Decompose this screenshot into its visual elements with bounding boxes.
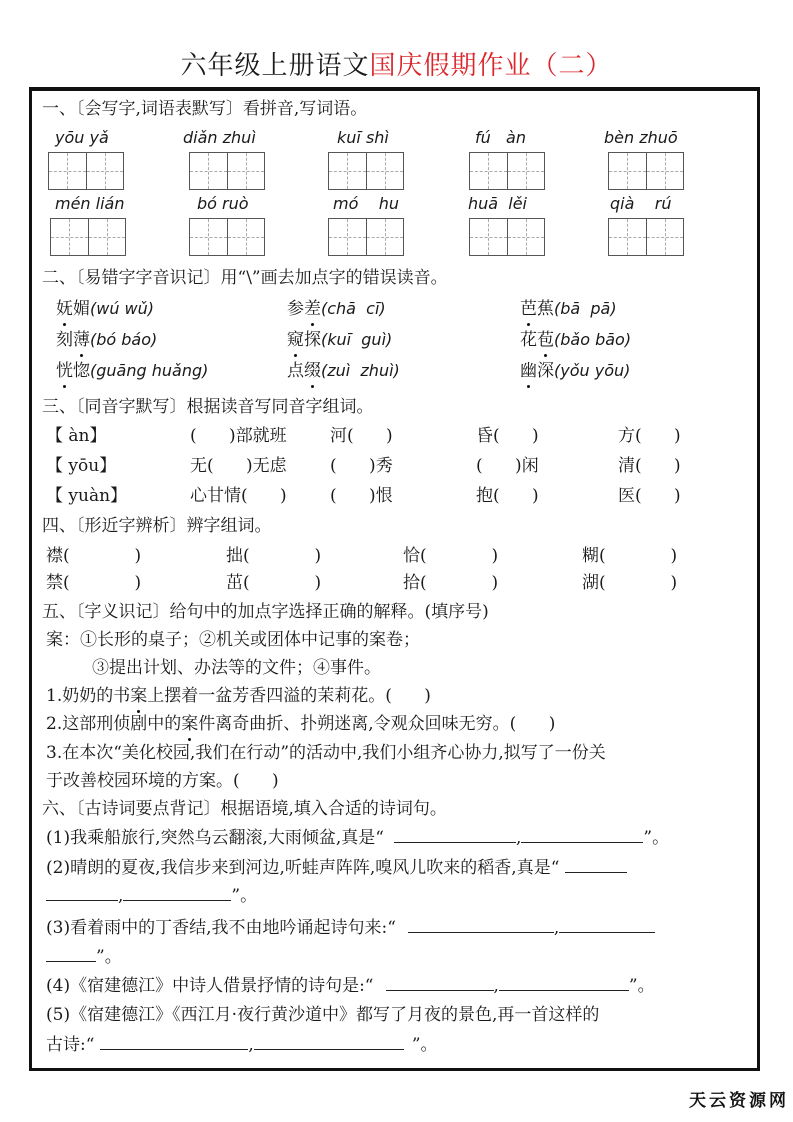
word-char: 妩 <box>56 299 73 319</box>
writing-grid[interactable] <box>189 152 265 190</box>
section-3-heading: 三、〔同音字默写〕根据读音写同音字组词。 <box>42 397 374 417</box>
answer-blank[interactable] <box>100 1033 248 1050</box>
pronunciation-item[interactable] <box>520 359 630 383</box>
word-char: 点 <box>287 361 304 381</box>
answer-blank[interactable] <box>46 884 118 901</box>
pinyin-bracket-label: 【 yuàn】 <box>46 486 128 506</box>
pinyin-options[interactable]: (wú wǔ) <box>90 299 155 318</box>
pronunciation-item[interactable] <box>287 297 386 321</box>
q-text: (3)看着雨中的丁香结,我不由地吟诵起诗句来:“ <box>46 918 396 938</box>
writing-grid[interactable] <box>50 218 126 256</box>
question-2[interactable] <box>46 712 555 736</box>
pinyin-options[interactable]: (bó báo) <box>90 330 158 349</box>
pinyin-label: mó hu <box>333 194 399 213</box>
word-blank[interactable]: 襟( ) <box>46 546 142 566</box>
q-text: 2.这部刑侦剧中的 <box>46 714 182 734</box>
word-char: 深 <box>537 361 554 381</box>
word-char: 刻 <box>56 330 73 350</box>
close-quote: ”。 <box>643 828 670 848</box>
close-quote: ”。 <box>411 1035 438 1055</box>
homophone-blank[interactable]: 河( ) <box>330 426 393 446</box>
section-6-heading: 六、〔古诗词要点背记〕根据语境,填入合适的诗词句。 <box>42 799 447 819</box>
answer-blank[interactable] <box>46 945 96 962</box>
comma: , <box>515 828 522 848</box>
homophone-blank[interactable]: 医( ) <box>618 486 681 506</box>
answer-blank[interactable] <box>559 916 655 933</box>
pinyin-options[interactable]: (guāng huǎng) <box>90 361 209 380</box>
q-text: 于改善校园环境的方 <box>46 771 199 791</box>
poem-question-4[interactable] <box>46 974 655 998</box>
word-char: 缀 <box>304 361 321 381</box>
writing-grid[interactable] <box>328 218 404 256</box>
pinyin-label: bèn zhuō <box>604 128 678 147</box>
answer-blank[interactable] <box>254 1033 404 1050</box>
poem-question-3-line-1[interactable] <box>46 916 655 940</box>
homophone-blank[interactable]: ( )恨 <box>330 486 393 506</box>
pinyin-options[interactable]: (chā cī) <box>321 299 386 318</box>
word-char: 蕉 <box>537 299 554 319</box>
comma: , <box>118 886 124 906</box>
word-char: 苞 <box>537 330 554 350</box>
pronunciation-item[interactable] <box>287 328 392 352</box>
q-text: (1)我乘船旅行,突然乌云翻滚,大雨倾盆,真是“ <box>46 828 384 848</box>
word-char: 差 <box>304 299 321 319</box>
watermark-logo: 天云资源网 <box>689 1091 789 1111</box>
pinyin-bracket-label: 【 yōu】 <box>46 456 117 476</box>
word-char: 探 <box>304 330 321 350</box>
word-char: 媚 <box>73 299 90 319</box>
homophone-blank[interactable]: 抱( ) <box>476 486 539 506</box>
question-1[interactable] <box>46 684 431 708</box>
q-text: 件离奇曲折、扑朔迷离,令观众回味无穷。( ) <box>198 714 556 734</box>
word-char: 窥 <box>287 330 304 350</box>
pronunciation-item[interactable] <box>520 297 617 321</box>
pinyin-label: kuī shì <box>337 128 389 147</box>
pinyin-label: huā lěi <box>468 194 527 213</box>
q-text: 1.奶奶的书 <box>46 686 131 706</box>
definition-line-2: ③提出计划、办法等的文件；④事件。 <box>92 658 381 678</box>
question-3-line-1: 3.在本次“美化校园,我们在行动”的活动中,我们小组齐心协力,拟写了一份关 <box>46 743 606 763</box>
word-blank[interactable]: 湖( ) <box>582 573 678 593</box>
answer-blank[interactable] <box>394 826 516 843</box>
word-char: 恍 <box>56 361 73 381</box>
writing-grid[interactable] <box>189 218 265 256</box>
writing-grid[interactable] <box>469 152 545 190</box>
pinyin-label: qià rú <box>610 194 672 213</box>
pinyin-label: diǎn zhuì <box>183 128 256 147</box>
writing-grid[interactable] <box>48 152 124 190</box>
homophone-blank[interactable]: ( )秀 <box>330 456 393 476</box>
pinyin-options[interactable]: (yǒu yōu) <box>554 361 631 380</box>
word-blank[interactable]: 拾( ) <box>403 573 499 593</box>
word-blank[interactable]: 茁( ) <box>226 573 322 593</box>
poem-question-2-line-2[interactable] <box>46 884 257 908</box>
pinyin-label: fú àn <box>475 128 526 147</box>
q-char: 案 <box>199 771 216 791</box>
section-2-heading: 二、〔易错字字音识记〕用“\”画去加点字的错误读音。 <box>42 268 448 288</box>
pinyin-options[interactable]: (bā pā) <box>554 299 617 318</box>
section-4-heading: 四、〔形近字辨析〕辨字组词。 <box>42 516 272 536</box>
dotted-char: 案 <box>181 714 199 734</box>
pronunciation-item[interactable] <box>287 359 400 383</box>
question-3-line-2[interactable] <box>46 769 279 793</box>
q-text: (2)晴朗的夏夜,我信步来到河边,听蛙声阵阵,嗅风儿吹来的稻香,真是“ <box>46 858 560 878</box>
answer-blank[interactable] <box>408 916 554 933</box>
word-char: 惚 <box>73 361 90 381</box>
word-char: 花 <box>520 330 537 350</box>
pinyin-options[interactable]: (zuì zhuì) <box>321 361 400 380</box>
section-1-heading: 一、〔会写字,词语表默写〕看拼音,写词语。 <box>42 99 368 119</box>
pinyin-label: yōu yǎ <box>55 128 109 147</box>
word-blank[interactable]: 恰( ) <box>403 546 499 566</box>
word-char: 芭 <box>520 299 537 319</box>
pinyin-label: mén lián <box>55 194 125 213</box>
answer-blank[interactable] <box>499 974 629 991</box>
pinyin-bracket-label: 【 àn】 <box>46 426 107 446</box>
poem-question-1[interactable] <box>46 826 669 850</box>
writing-grid[interactable] <box>608 152 684 190</box>
word-blank[interactable]: 拙( ) <box>226 546 322 566</box>
comma: , <box>553 918 560 938</box>
answer-blank[interactable] <box>565 856 627 873</box>
close-quote: ”。 <box>628 976 655 996</box>
pronunciation-item[interactable] <box>56 328 157 352</box>
poem-question-2-line-1[interactable] <box>46 856 627 880</box>
definition-line-1: 案：①长形的桌子；②机关或团体中记事的案卷； <box>46 630 420 650</box>
homophone-blank[interactable]: 心甘情( ) <box>190 486 287 506</box>
title-red: 国庆假期作业（二） <box>369 51 613 81</box>
q-text: 古诗:“ <box>46 1035 95 1055</box>
page-title <box>0 48 793 84</box>
comma: , <box>248 1035 254 1055</box>
answer-blank[interactable] <box>386 974 494 991</box>
answer-blank[interactable] <box>123 884 231 901</box>
pinyin-options[interactable]: (kuī guì) <box>321 330 393 349</box>
pronunciation-item[interactable] <box>520 328 631 352</box>
close-quote: ”。 <box>96 947 122 967</box>
word-char: 参 <box>287 299 304 319</box>
word-blank[interactable]: 糊( ) <box>582 546 678 566</box>
title-black: 六年级上册语文 <box>180 51 370 81</box>
homophone-blank[interactable]: 清( ) <box>618 456 681 476</box>
close-quote: ”。 <box>231 886 258 906</box>
comma: , <box>493 976 499 996</box>
poem-question-5-line-1: (5)《宿建德江》《西江月·夜行黄沙道中》都写了月夜的景色,再一首这样的 <box>46 1005 600 1025</box>
dotted-char: 案 <box>130 686 148 706</box>
q-text: (4)《宿建德江》中诗人借景抒情的诗句是:“ <box>46 976 374 996</box>
word-char: 幽 <box>520 361 537 381</box>
homophone-blank[interactable]: 方( ) <box>618 426 681 446</box>
homophone-blank[interactable]: 无( )无虑 <box>190 456 287 476</box>
homophone-blank[interactable]: ( )部就班 <box>190 426 287 446</box>
pronunciation-item[interactable] <box>56 297 154 321</box>
word-blank[interactable]: 禁( ) <box>46 573 142 593</box>
writing-grid[interactable] <box>469 218 545 256</box>
writing-grid[interactable] <box>608 218 684 256</box>
homophone-blank[interactable]: ( )闲 <box>476 456 539 476</box>
word-char: 薄 <box>73 330 90 350</box>
pronunciation-item[interactable] <box>56 359 208 383</box>
pinyin-label: bó ruò <box>197 194 249 213</box>
poem-question-5-line-2[interactable] <box>46 1033 438 1057</box>
q-text: 。( ) <box>216 771 279 791</box>
pinyin-options[interactable]: (bǎo bāo) <box>554 330 632 349</box>
section-5-heading: 五、〔字义识记〕给句中的加点字选择正确的解释。(填序号) <box>42 602 489 622</box>
poem-question-3-line-2[interactable] <box>46 945 122 969</box>
writing-grid[interactable] <box>328 152 404 190</box>
q-text: 上摆着一盆芳香四溢的茉莉花。( ) <box>147 686 431 706</box>
homophone-blank[interactable]: 昏( ) <box>476 426 539 446</box>
answer-blank[interactable] <box>521 826 643 843</box>
